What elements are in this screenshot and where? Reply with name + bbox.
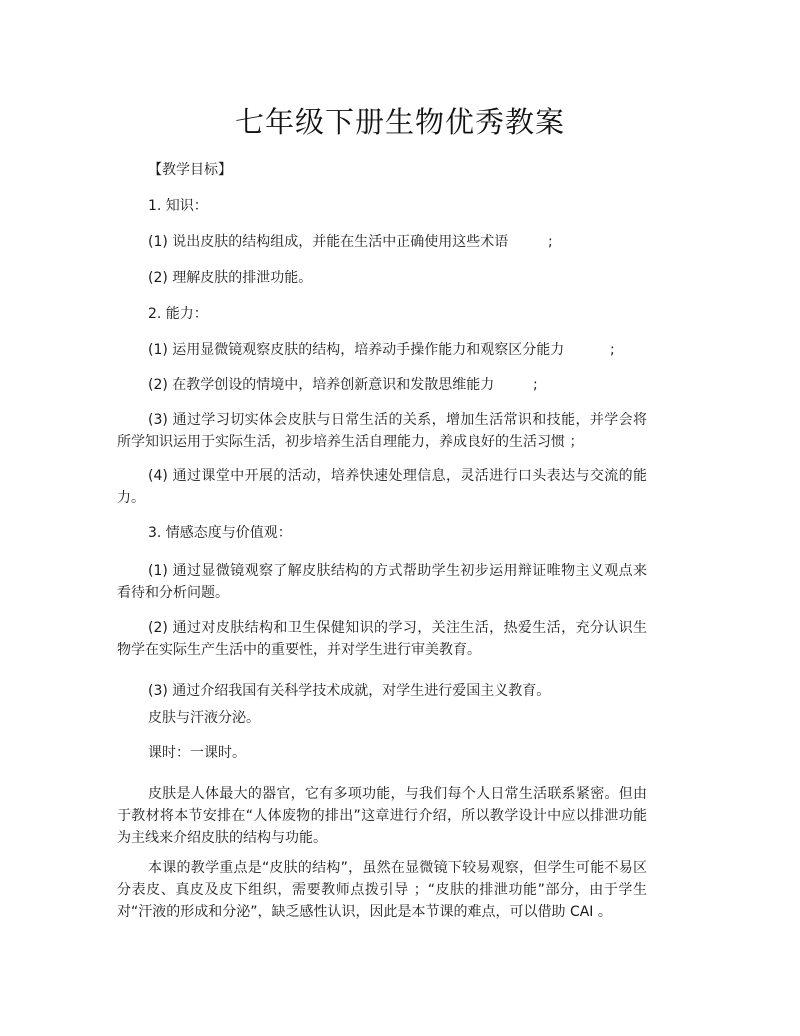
period-line: 课时：一课时。 [148, 745, 246, 761]
ability-heading: 2. 能力： [148, 306, 208, 322]
emotion-heading: 3. 情感态度与价值观： [148, 525, 292, 541]
knowledge-item-2: (2) 理解皮肤的排泄功能。 [148, 270, 313, 286]
ability-item-4: (4) 通过课堂中开展的活动，培养快速处理信息，灵活进行口头表达与交流的能力。 [117, 468, 647, 506]
topic-line: 皮肤与汗液分泌。 [148, 710, 260, 726]
section-heading: 【教学目标】 [148, 162, 232, 178]
knowledge-heading: 1. 知识： [148, 198, 208, 214]
document-title: 七年级下册生物优秀教案 [234, 105, 565, 139]
body-paragraph-2: 本课的教学重点是“皮肤的结构”，虽然在显微镜下较易观察，但学生可能不易区分表皮、真皮及皮下组织，需要教师点拨引导 ；“皮肤的排泄功能”部分，由于学生对“汗液的形成和分泌”，缺乏感性认识，因此是本节课的难点，可以借助 CAI 。 [117, 860, 647, 920]
knowledge-item-1: (1) 说出皮肤的结构组成，并能在生活中正确使用这些术语 [148, 234, 509, 250]
ability-item-3: (3) 通过学习切实体会皮肤与日常生活的关系，增加生活常识和技能，并学会将所学知识运用于实际生活，初步培养生活自理能力，养成良好的生活习惯 ； [117, 412, 647, 450]
emotion-item-1: (1) 通过显微镜观察了解皮肤结构的方式帮助学生初步运用辩证唯物主义观点来看待和分析问题。 [117, 563, 647, 601]
ability-item-2-end: ; [533, 377, 538, 393]
knowledge-item-1-end: ; [548, 234, 553, 250]
ability-item-1: (1) 运用显微镜观察皮肤的结构，培养动手操作能力和观察区分能力 [148, 342, 565, 358]
ability-item-1-end: ; [610, 342, 615, 358]
body-paragraph-1: 皮肤是人体最大的器官，它有多项功能，与我们每个人日常生活联系紧密。但由于教材将本节安排在“人体废物的排出”这章进行介绍，所以教学设计中应以排泄功能为主线来介绍皮肤的结构与功能。 [117, 786, 647, 846]
emotion-item-2: (2) 通过对皮肤结构和卫生保健知识的学习，关注生活，热爱生活，充分认识生物学在实际生产生活中的重要性，并对学生进行审美教育。 [117, 620, 647, 658]
emotion-item-3: (3) 通过介绍我国有关科学技术成就，对学生进行爱国主义教育。 [148, 683, 551, 699]
ability-item-2: (2) 在教学创设的情境中，培养创新意识和发散思维能力 [148, 377, 495, 393]
